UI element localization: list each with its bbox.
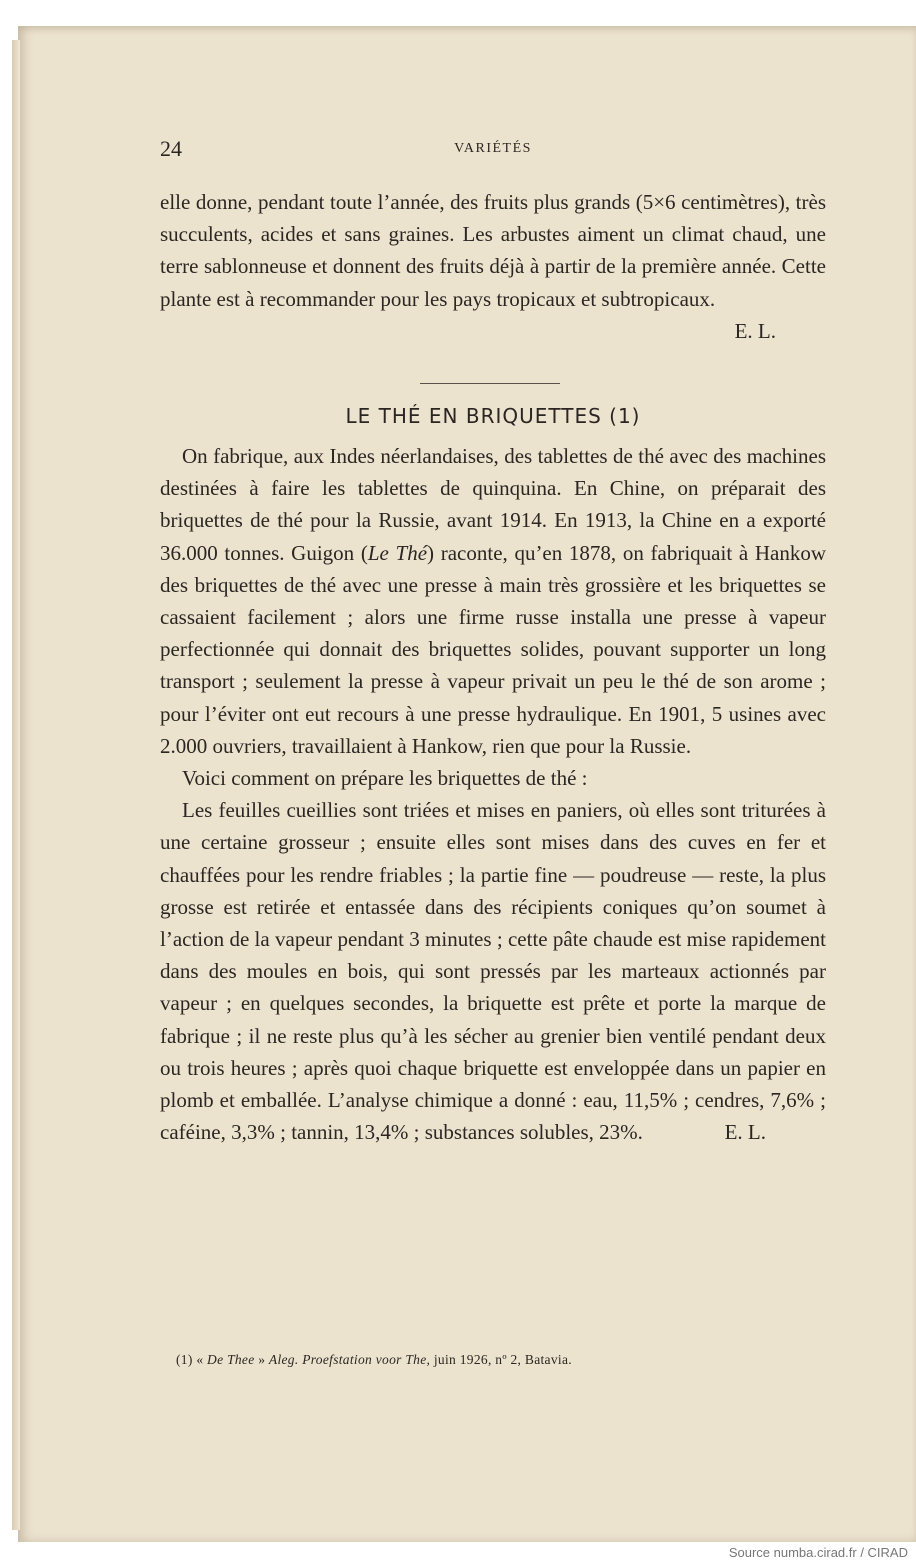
article-paragraph-1 [160,440,826,762]
article-paragraph-3 [160,794,826,1148]
p1-part1: On fabrique, aux Indes néerlandaises, des tablettes de thé avec des machines destinées à faire les tablettes de quinquina. En Chine, on préparait des briquettes de thé pour la Russie, avant 1914. En 1913, la Chine en a exporté 36.000 tonnes. Guigon ( [160,444,826,565]
footnote [176,1352,826,1368]
article-signature: E. L. [724,1120,766,1145]
footnote-mid: » [254,1352,269,1367]
source-credit: Source numba.cirad.fr / CIRAD [728,1545,908,1560]
top-paragraph: elle donne, pendant toute l’année, des fruits plus grands (5×6 centimètres), très succulents, acides et sans graines. Les arbustes aiment un climat chaud, une terre sablonneuse et donnent des fruits déjà à partir de la première année. Cette plante est à recommander pour les pays tropicaux et subtropicaux. [160,190,826,311]
top-section [160,186,826,347]
footnote-rest: juin 1926, nº 2, Batavia. [430,1352,572,1367]
separator-rule [420,383,560,384]
page-edge [12,40,20,1530]
article-title: LE THÉ EN BRIQUETTES (1) [345,404,641,428]
footnote-italic-source: Aleg. Proefstation voor The, [268,1352,431,1367]
running-title: VARIÉTÉS [454,141,532,156]
p1-italic-title: Le Thé [367,540,428,565]
top-signature: E. L. [734,318,776,343]
article-body [160,440,826,1148]
page-header [160,136,826,160]
p1-part2: ) raconte, qu’en 1878, on fabriquait à Hankow des briquettes de thé avec une presse à main très grossière et les briquettes se cassaient facilement ; alors une firme russe installa une presse à vapeur perfectionnée qui donnait des briquettes solides, pouvant supporter un long transport ; seulement la presse à vapeur privait un peu le thé de son arome ; pour l’éviter ont eut recours à une presse hydraulique. En 1901, 5 usines avec 2.000 ouvriers, travaillaient à Hankow, rien que pour la Russie. [160,540,827,758]
footnote-marker: (1) « [176,1352,208,1367]
article-paragraph-2: Voici comment on prépare les briquettes de thé : [182,766,588,791]
page-number: 24 [160,136,182,161]
footnote-italic-title: De Thee [207,1352,255,1367]
p3-text: Les feuilles cueillies sont triées et mises en paniers, où elles sont triturées à une certaine grosseur ; ensuite elles sont mises dans des cuves en fer et chauffées pour les rendre friables ; la partie fine — poudreuse — reste, la plus grosse est retirée et entassée dans des récipients coniques qu’on soumet à l’action de la vapeur pendant 3 minutes ; cette pâte chaude est mise rapidement dans des moules en bois, qui sont pressés par les marteaux actionnés par vapeur ; en quelques secondes, la briquette est prête et porte la marque de fabrique ; il ne reste plus qu’à les sécher au grenier bien ventilé pendant deux ou trois heures ; après quoi chaque briquette est enveloppée dans un papier en plomb et emballée. L’analyse chimique a donné : eau, 11,5% ; cendres, 7,6% ; caféine, 3,3% ; tannin, 13,4% ; substances solubles, 23%. [160,798,826,1145]
